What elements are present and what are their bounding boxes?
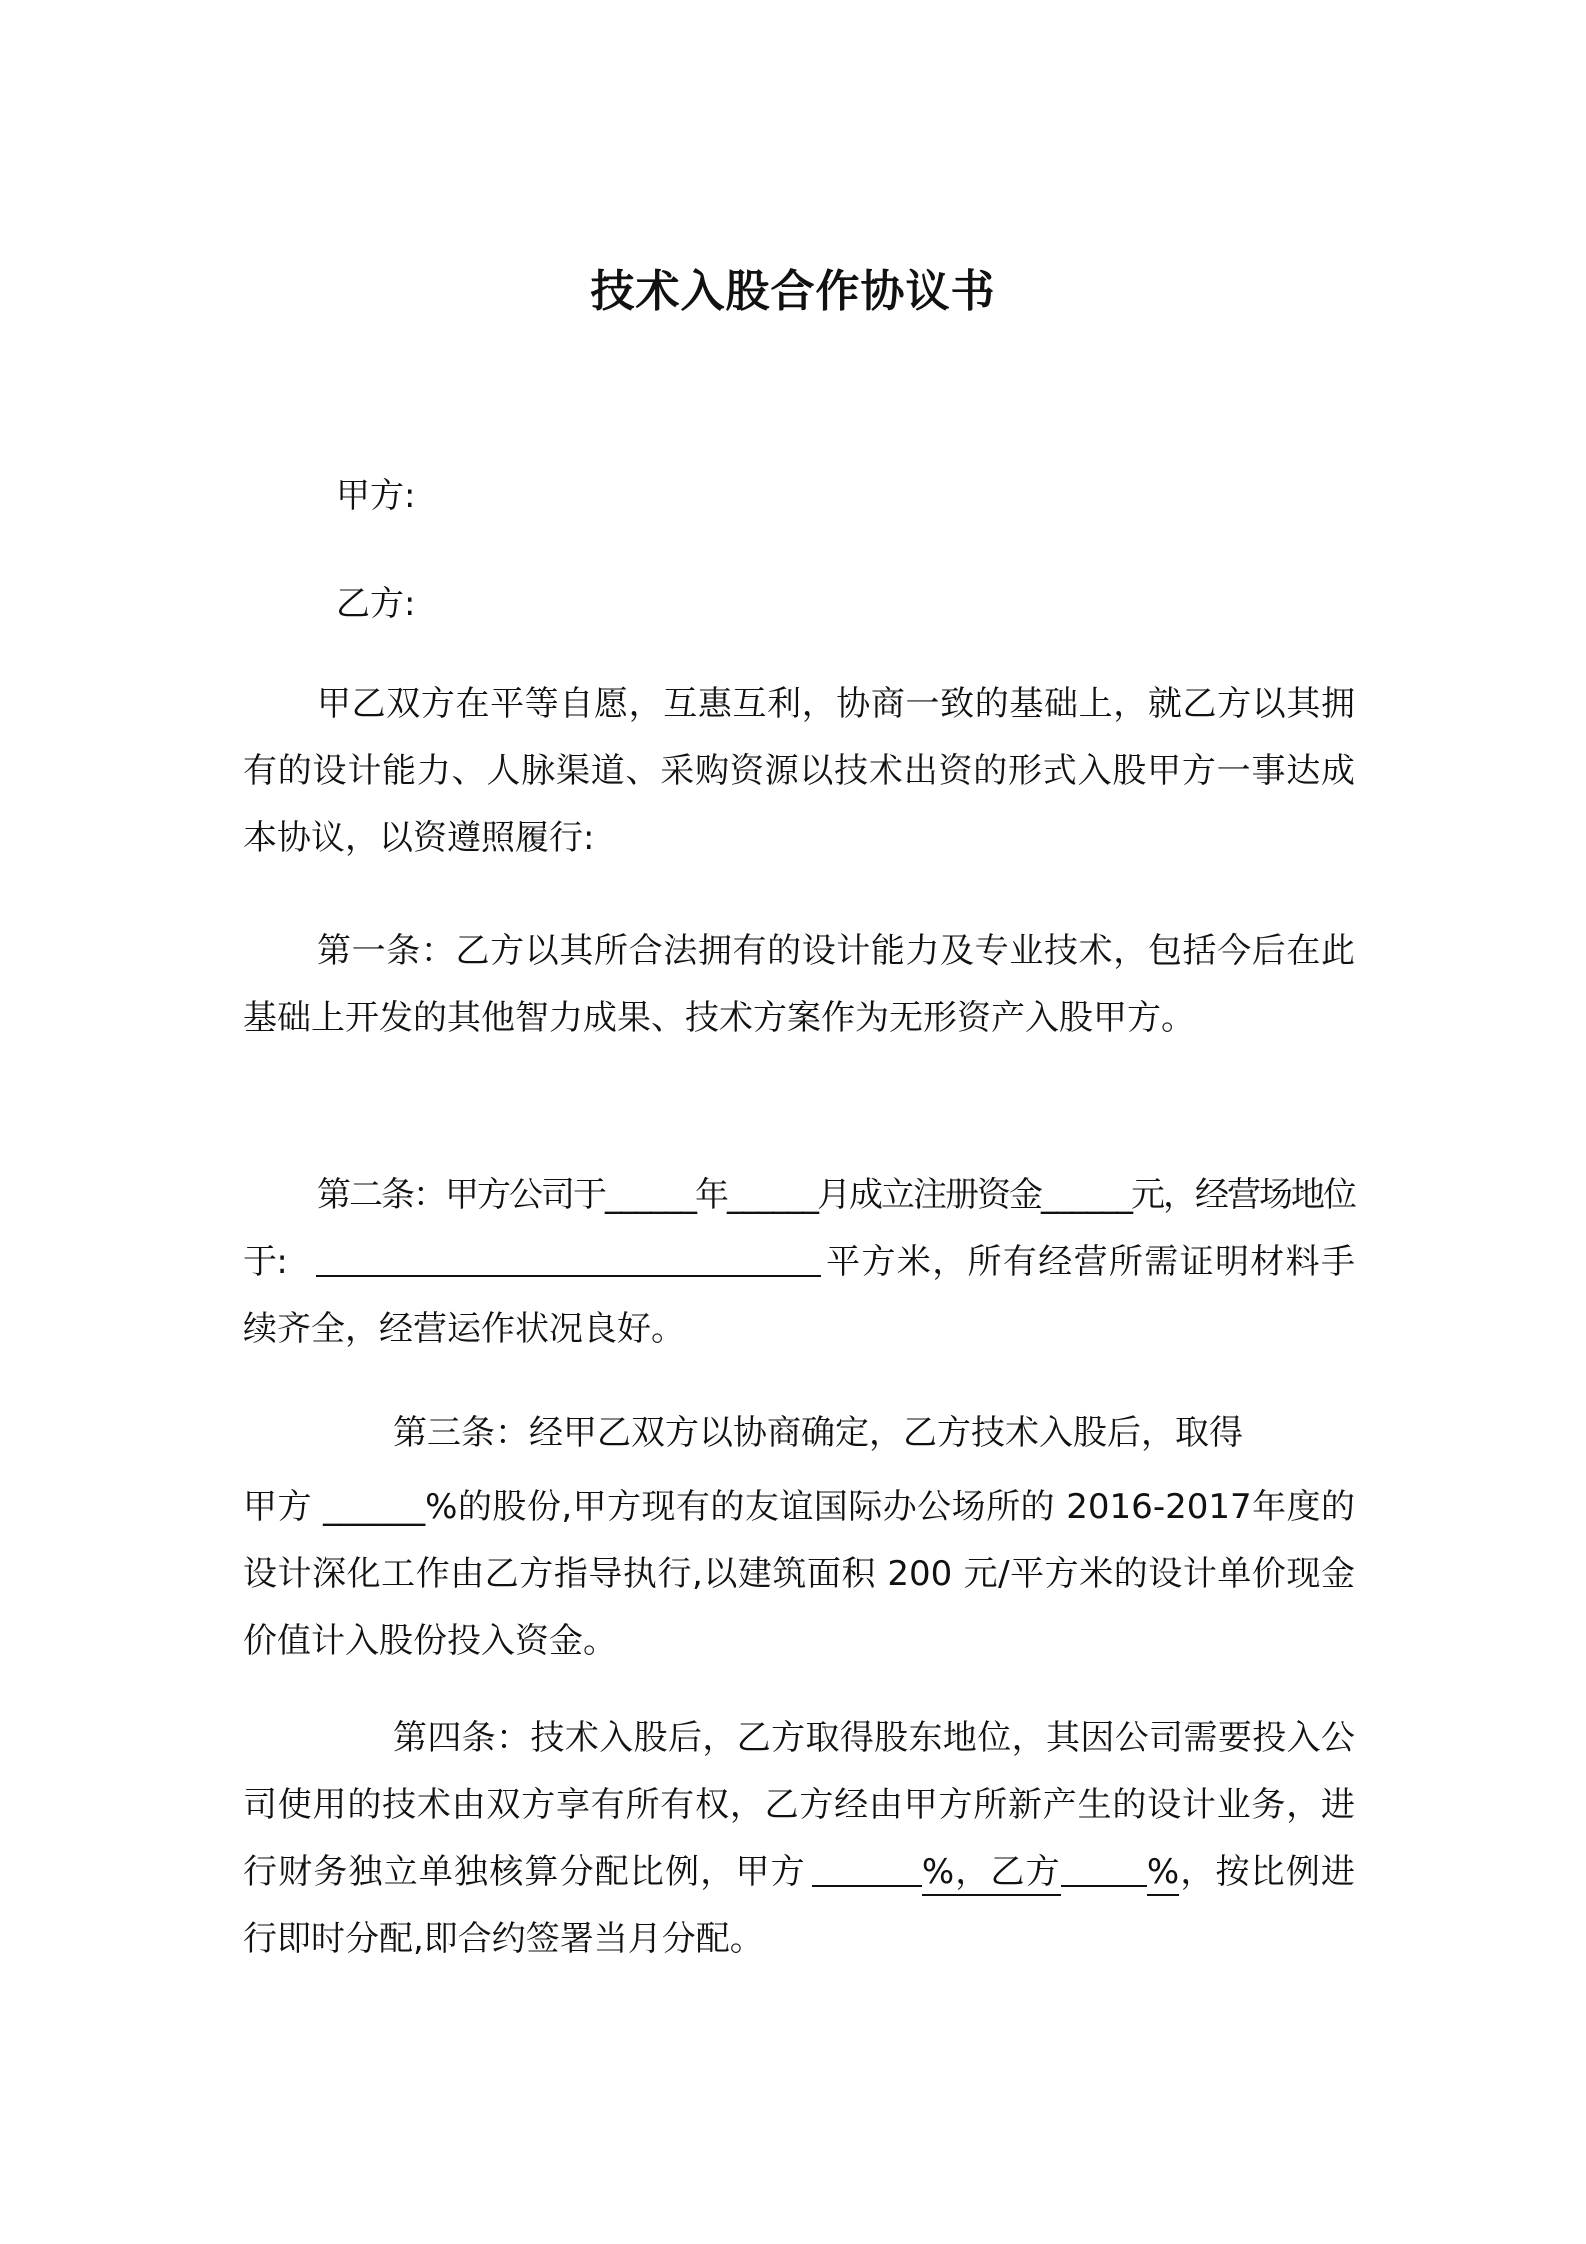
document-title: 技术入股合作协议书	[590, 266, 996, 317]
party-a-percent-blank	[812, 1847, 922, 1887]
article-2-text-end: 平方米，所有经营所需证明材料手续齐全，经营运作状况良好。	[243, 1242, 1355, 1349]
party-a-percent-label: %，乙	[922, 1852, 1026, 1896]
party-b-prefix: 方	[1026, 1852, 1061, 1896]
article-1-paragraph: 第一条：乙方以其所合法拥有的设计能力及专业技术，包括今后在此基础上开发的其他智力成果、技术方案作为无形资产入股甲方。	[243, 931, 1355, 1038]
article-4-paragraph	[243, 1705, 1355, 1973]
party-b-percent-label: %	[1147, 1852, 1179, 1896]
article-4-text-start: 第四条：技术入股后，乙方取得股东地位，其因公司需要投入公司使用的技术由双方享有所有权，乙方经由甲方所新产生的设计业务，进行财务独立单独核算分配比例，甲方	[243, 1718, 1355, 1892]
address-blank-line	[316, 1237, 821, 1277]
party-b-percent-blank	[1061, 1847, 1147, 1887]
preamble-paragraph: 甲乙双方在平等自愿，互惠互利，协商一致的基础上，就乙方以其拥有的设计能力、人脉渠道、采购资源以技术出资的形式入股甲方一事达成本协议，以资遵照履行:	[243, 684, 1355, 858]
article-4-text-end: ，按比例进行即时分配,即合约签署当月分配。	[243, 1852, 1356, 1959]
article-3-first-line: 第三条：经甲乙双方以协商确定，乙方技术入股后，取得	[393, 1413, 1243, 1453]
article-2-paragraph	[243, 1162, 1355, 1363]
article-3-paragraph: 甲方 ______%的股份,甲方现有的友谊国际办公场所的 2016-2017年度的设计深化工作由乙方指导执行,以建筑面积 200 元/平方米的设计单价现金价值计入股份投入资金。	[243, 1487, 1355, 1661]
party-a-label: 甲方:	[336, 476, 416, 516]
article-2-text-start: 第二条：甲方公司于______年______月成立注册资金______元，经营场地位于:	[243, 1175, 1355, 1282]
party-b-label: 乙方:	[336, 584, 416, 624]
